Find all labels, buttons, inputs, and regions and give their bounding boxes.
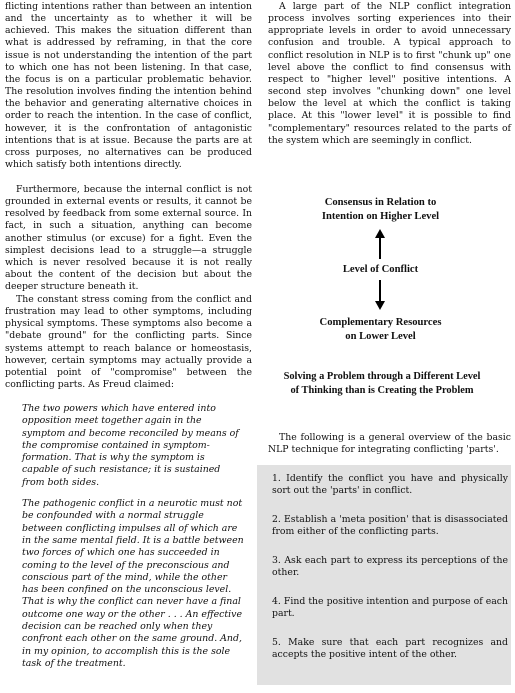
caption-line1: Solving a Problem through a Different Level	[283, 371, 481, 382]
diagram-middle-label: Level of Conflict	[342, 264, 419, 275]
diagram-top-label-line2: Intention on Higher Level	[321, 211, 440, 222]
diagram-top-label-line1: Consensus in Relation to	[324, 197, 437, 208]
step-item: 3. Ask each part to express its perceptions of the other.	[272, 555, 508, 579]
up-arrow-icon	[372, 229, 388, 259]
diagram-caption	[268, 370, 496, 398]
freud-quote	[22, 403, 244, 679]
body-paragraph: The constant stress coming from the conflict and frustration may lead to other symptoms, including physical symptoms. These symptoms also become a "debate ground" for the conflicting parts. Since systems attempt to reach balance or homeostasis, however, certain symptoms may actually provide a potential point of "compromise" between the conflicting parts. As Freud claimed:	[5, 294, 252, 391]
step-item: 1. Identify the conflict you have and physically sort out the 'parts' in conflict.	[272, 473, 508, 497]
diagram-bottom-label-line1: Complementary Resources	[319, 317, 442, 328]
conflict-levels-diagram	[268, 196, 511, 342]
body-paragraph: flicting intentions rather than between an intention and the uncertainty as to whether it will be achieved. This makes the situation different than what is addressed by reframing, in that the core issue is not understanding the intention of the part to which one has not been listening. In that case, the focus is on a particular problematic behavior. The resolution involves finding the intention behind the behavior and generating alternative choices in order to reach the intention. In the case of conflict, however, it is the confrontation of antagonistic intentions that is at issue. Because the parts are at cross purposes, no alternatives can be produced which satisfy both intentions directly.	[5, 1, 252, 171]
step-item: 5. Make sure that each part recognizes and accepts the positive intent of the other.	[272, 637, 508, 661]
diagram-bottom-label-line2: on Lower Level	[345, 331, 416, 342]
step-item: 4. Find the positive intention and purpose of each part.	[272, 596, 508, 620]
step-item: 2. Establish a 'meta position' that is disassociated from either of the conflicting parts.	[272, 514, 508, 538]
quote-paragraph: The two powers which have entered into opposition meet together again in the symptom and become reconciled by means of the compromise contained in symptom-formation. That is why the symptom is capable of such resistance; it is sustained from both sides.	[22, 403, 239, 488]
steps-intro: The following is a general overview of the basic NLP technique for integrating conflicting 'parts'.	[268, 432, 511, 456]
quote-paragraph: The pathogenic conflict in a neurotic must not be confounded with a normal struggle between conflicting impulses all of which are in the same mental field. It is a battle between two forces of which one has succeeded in coming to the level of the preconscious and conscious part of the mind, while the other has been confined on the unconscious level. That is why the conflict can never have a final outcome one way or the other . . . An effective decision can be reached only when they confront each other on the same ground. And, in my opinion, to accomplish this is the sole task of the treatment.	[22, 498, 244, 669]
down-arrow-icon	[372, 280, 388, 310]
body-paragraph: A large part of the NLP conflict integration process involves sorting experiences into their appropriate levels in order to avoid unnecessary confusion and trouble. A typical approach to conflict resolution in NLP is to first "chunk up" one level above the conflict to find consensus with respect to "higher level" positive intentions. A second step involves "chunking down" one level below the level at which the conflict is taking place. At this "lower level" it is possible to find "complementary" resources related to the parts of the system which are seemingly in conflict.	[268, 1, 511, 146]
caption-line2: of Thinking than is Creating the Problem	[290, 385, 474, 396]
body-paragraph: Furthermore, because the internal conflict is not grounded in external events or results, it cannot be resolved by feedback from some external source. In fact, in such a situation, anything can become another stimulus (or excuse) for a fight. Even the simplest decisions lead to a struggle—a struggle which is never resolved because it is not really about the content of the decision but about the deeper structure beneath it.	[5, 184, 252, 293]
